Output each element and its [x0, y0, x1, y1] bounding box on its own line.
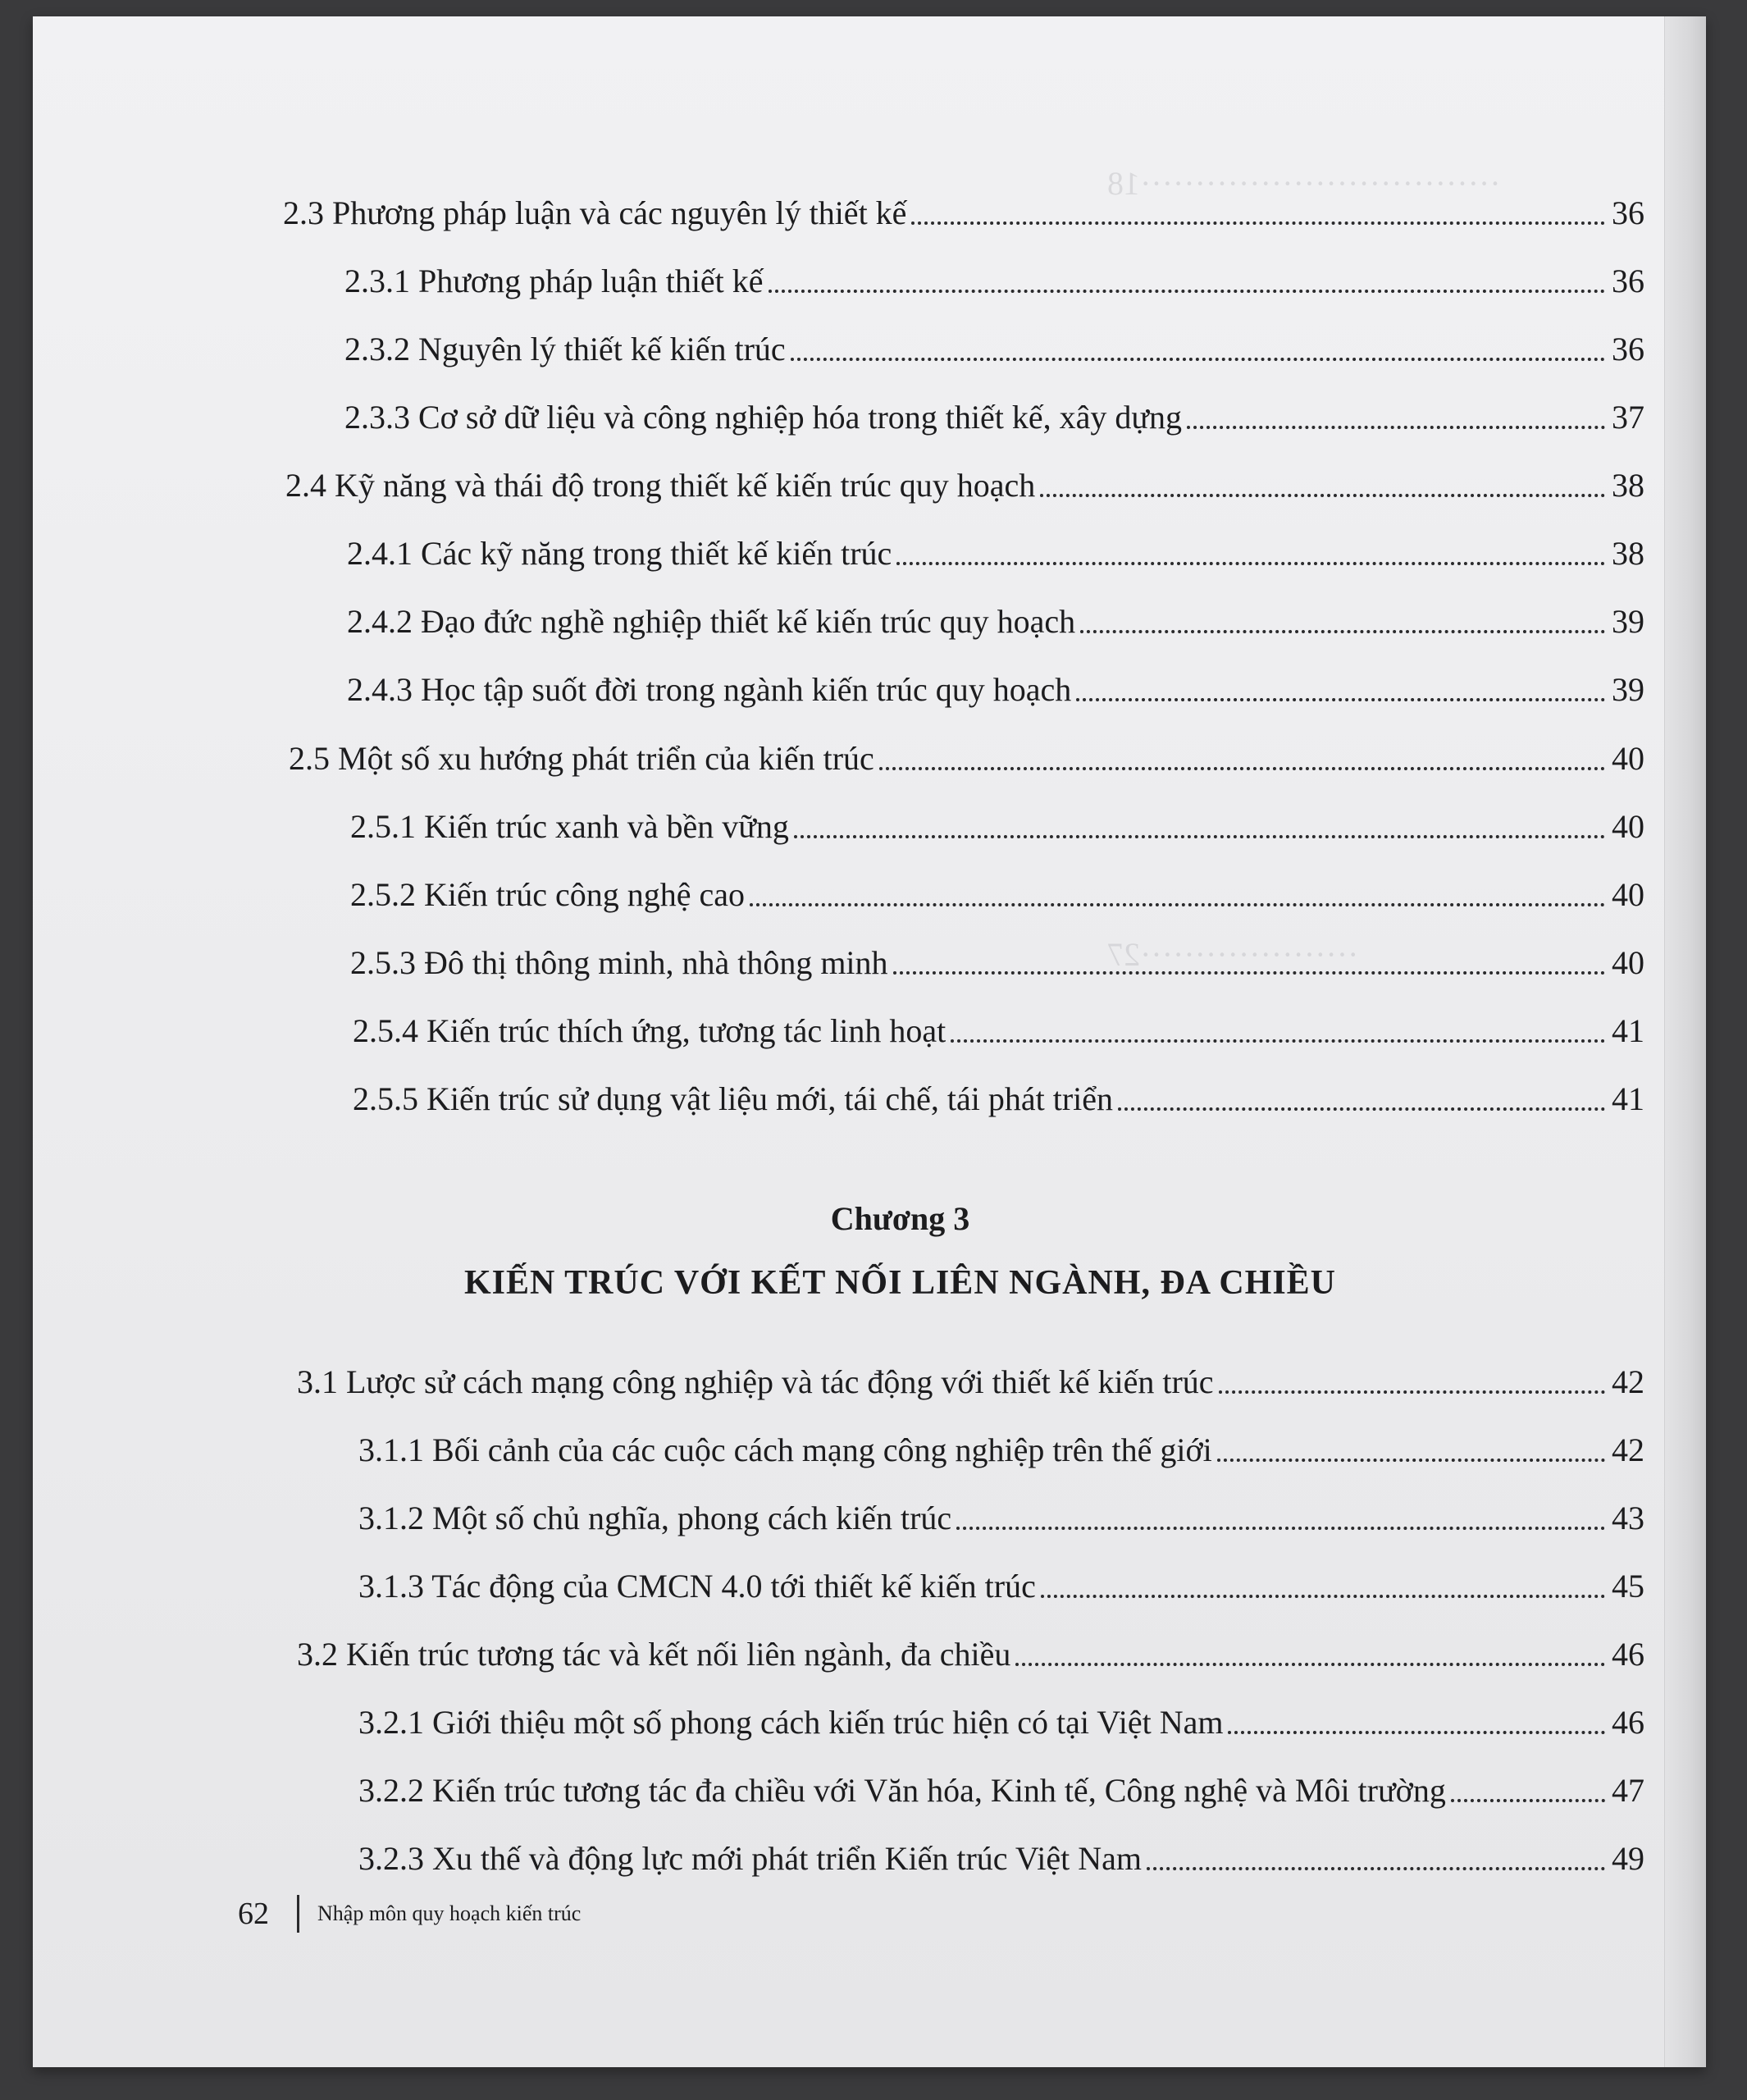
toc-entry[interactable] — [350, 866, 1644, 915]
toc-entry-title: 2.5.2 Kiến trúc công nghệ cao — [350, 876, 745, 913]
toc-entry-page: 40 — [1612, 740, 1644, 777]
book-page — [33, 16, 1706, 2067]
toc-entry-title: 2.5.3 Đô thị thông minh, nhà thông minh — [350, 944, 888, 981]
toc-entry-page: 46 — [1612, 1704, 1644, 1741]
toc-entry-title: 2.3.1 Phương pháp luận thiết kế — [344, 262, 764, 299]
toc-entry[interactable] — [350, 934, 1644, 984]
toc-entry-page: 36 — [1612, 262, 1644, 299]
toc-entry-page: 41 — [1612, 1080, 1644, 1117]
toc-entry-title: 2.3.2 Nguyên lý thiết kế kiến trúc — [344, 331, 786, 368]
dot-leader — [750, 903, 1605, 906]
toc-entry-title: 3.2.1 Giới thiệu một số phong cách kiến trúc hiện có tại Việt Nam — [358, 1704, 1224, 1741]
toc-entry-title: 2.4.3 Học tập suốt đời trong ngành kiến trúc quy hoạch — [347, 671, 1072, 708]
toc-entry-title: 3.1.1 Bối cảnh của các cuộc cách mạng công nghiệp trên thế giới — [358, 1431, 1212, 1468]
toc-entry[interactable] — [289, 730, 1644, 779]
toc-entry[interactable] — [347, 525, 1644, 574]
toc-entry-page: 40 — [1612, 944, 1644, 981]
dot-leader — [1228, 1731, 1605, 1734]
dot-leader — [951, 1039, 1605, 1043]
toc-entry[interactable] — [358, 1694, 1644, 1743]
toc-entry[interactable] — [297, 1354, 1644, 1403]
dot-leader — [1217, 1459, 1605, 1462]
toc-entry[interactable] — [283, 185, 1644, 234]
dot-leader — [769, 290, 1605, 293]
dot-leader — [1147, 1867, 1605, 1870]
dot-leader — [1219, 1390, 1605, 1394]
page-footer — [238, 1895, 581, 1933]
toc-entry[interactable] — [353, 1002, 1644, 1052]
toc-entry-page: 42 — [1612, 1363, 1644, 1400]
dot-leader — [1041, 1595, 1605, 1598]
dot-leader — [1040, 494, 1605, 497]
toc-entry-title: 2.3.3 Cơ sở dữ liệu và công nghiệp hóa trong thiết kế, xây dựng — [344, 399, 1183, 436]
dot-leader — [956, 1527, 1605, 1530]
dot-leader — [893, 971, 1605, 975]
toc-entry-title: 2.5.5 Kiến trúc sử dụng vật liệu mới, tái chế, tái phát triển — [353, 1080, 1114, 1117]
toc-entry-page: 39 — [1612, 671, 1644, 708]
dot-leader — [879, 767, 1605, 770]
toc-entry-page: 38 — [1612, 467, 1644, 504]
dot-leader — [1187, 426, 1605, 429]
toc-entry-page: 47 — [1612, 1772, 1644, 1809]
toc-entry[interactable] — [297, 1626, 1644, 1675]
toc-entry-page: 40 — [1612, 808, 1644, 845]
toc-entry-page: 37 — [1612, 399, 1644, 436]
toc-entry-page: 40 — [1612, 876, 1644, 913]
toc-entry[interactable] — [347, 593, 1644, 642]
toc-entry-title: 3.2 Kiến trúc tương tác và kết nối liên ngành, đa chiều — [297, 1636, 1011, 1673]
toc-entry-title: 2.3 Phương pháp luận và các nguyên lý thiết kế — [283, 194, 907, 231]
chapter-label: Chương 3 — [830, 1200, 970, 1237]
dot-leader — [911, 221, 1605, 225]
toc-entry[interactable] — [353, 1071, 1644, 1120]
footer-divider — [297, 1895, 299, 1933]
dot-leader — [1015, 1663, 1605, 1666]
toc-entry[interactable] — [344, 321, 1644, 370]
toc-entry[interactable] — [347, 661, 1644, 710]
chapter-title: KIẾN TRÚC VỚI KẾT NỐI LIÊN NGÀNH, ĐA CHIỀU — [463, 1264, 1337, 1302]
toc-entry-title: 3.2.3 Xu thế và động lực mới phát triển Kiến trúc Việt Nam — [358, 1840, 1143, 1877]
toc-entry-title: 3.1.3 Tác động của CMCN 4.0 tới thiết kế kiến trúc — [358, 1568, 1036, 1605]
toc-entry-title: 3.2.2 Kiến trúc tương tác đa chiều với Văn hóa, Kinh tế, Công nghệ và Môi trường — [358, 1772, 1446, 1809]
toc-entry-title: 3.1 Lược sử cách mạng công nghiệp và tác động với thiết kế kiến trúc — [297, 1363, 1214, 1400]
dot-leader — [794, 835, 1605, 838]
dot-leader — [1080, 630, 1605, 633]
toc-entry-title: 2.4.1 Các kỹ năng trong thiết kế kiến trúc — [347, 535, 892, 572]
toc-entry[interactable] — [358, 1490, 1644, 1539]
toc-entry-page: 42 — [1612, 1431, 1644, 1468]
toc-entry-title: 2.4 Kỹ năng và thái độ trong thiết kế kiến trúc quy hoạch — [285, 467, 1036, 504]
toc-entry[interactable] — [358, 1762, 1644, 1811]
toc-entry-page: 36 — [1612, 331, 1644, 368]
table-of-contents — [33, 16, 1706, 2067]
toc-entry-page: 49 — [1612, 1840, 1644, 1877]
show-through-text: ····················27 — [1107, 936, 1359, 973]
dot-leader — [896, 562, 1605, 565]
toc-entry-title: 2.4.2 Đạo đức nghề nghiệp thiết kế kiến trúc quy hoạch — [347, 603, 1076, 640]
dot-leader — [1118, 1107, 1605, 1111]
toc-entry-page: 46 — [1612, 1636, 1644, 1673]
toc-entry[interactable] — [344, 253, 1644, 302]
dot-leader — [1076, 698, 1605, 701]
toc-entry-title: 2.5.4 Kiến trúc thích ứng, tương tác linh hoạt — [353, 1012, 946, 1049]
toc-entry-page: 43 — [1612, 1500, 1644, 1536]
toc-entry-page: 39 — [1612, 603, 1644, 640]
show-through-text: ·································18 — [1107, 165, 1501, 202]
toc-entry-page: 45 — [1612, 1568, 1644, 1605]
toc-entry[interactable] — [358, 1422, 1644, 1471]
toc-entry-title: 2.5 Một số xu hướng phát triển của kiến trúc — [289, 740, 874, 777]
book-title: Nhập môn quy hoạch kiến trúc — [317, 1901, 582, 1925]
dot-leader — [791, 358, 1605, 361]
toc-entry-title: 3.1.2 Một số chủ nghĩa, phong cách kiến trúc — [358, 1500, 952, 1536]
toc-entry[interactable] — [358, 1830, 1644, 1879]
toc-entry-page: 36 — [1612, 194, 1644, 231]
toc-entry[interactable] — [344, 389, 1644, 438]
toc-entry-page: 41 — [1612, 1012, 1644, 1049]
toc-entry[interactable] — [350, 798, 1644, 847]
dot-leader — [1451, 1799, 1605, 1802]
toc-entry[interactable] — [358, 1558, 1644, 1607]
toc-entry[interactable] — [285, 457, 1644, 506]
page-number: 62 — [238, 1897, 269, 1931]
toc-entry-title: 2.5.1 Kiến trúc xanh và bền vững — [350, 808, 789, 845]
toc-entry-page: 38 — [1612, 535, 1644, 572]
